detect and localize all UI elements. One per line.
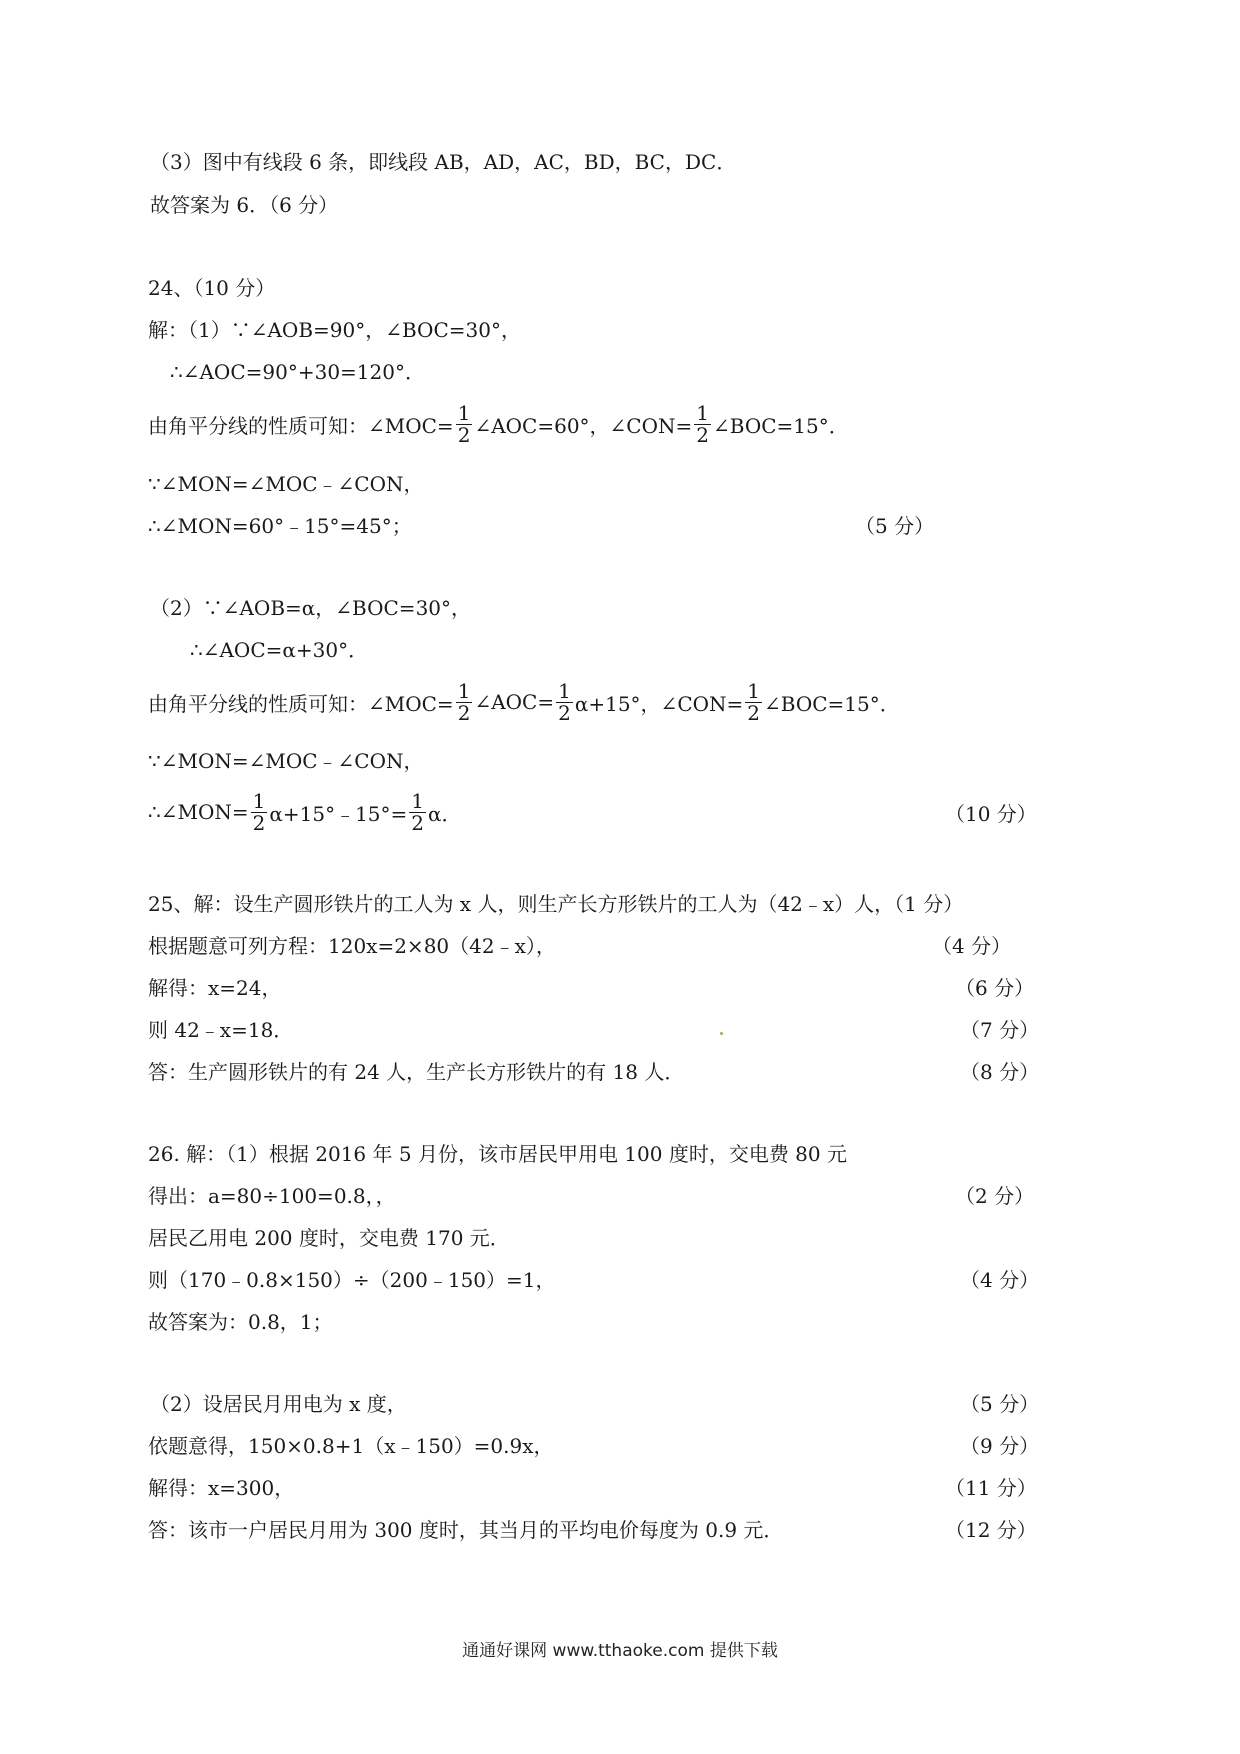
footer-watermark: 通通好课网 www.tthaoke.com 提供下载 <box>462 1641 778 1661</box>
text: 则（170﹣0.8×150）÷（200﹣150）=1， <box>148 1267 556 1292</box>
text: ∵∠MON=∠MOC﹣∠CON， <box>148 471 424 496</box>
text: 由角平分线的性质可知：∠MOC= <box>148 413 454 438</box>
score-marker: （12 分） <box>945 1517 1037 1542</box>
fraction-one-half: $\frac{1}{2}$ <box>252 788 266 835</box>
text: 解：（1）∵∠AOB=90°，∠BOC=30°， <box>148 317 521 342</box>
fraction-one-half: $\frac{1}{2}$ <box>696 400 709 447</box>
text: （2）设居民月用电为 x 度， <box>150 1391 407 1416</box>
text: 解得：x=24， <box>148 975 282 1000</box>
text: 26. 解：（1）根据 2016 年 5 月份，该市居民甲用电 100 度时，交电费 80 元 <box>148 1141 847 1166</box>
text: 答：生产圆形铁片的有 24 人，生产长方形铁片的有 18 人． <box>148 1059 685 1084</box>
text: α． <box>428 801 462 826</box>
score-marker: （4 分） <box>932 933 1012 958</box>
score-marker: （8 分） <box>960 1059 1040 1084</box>
score-marker: （11 分） <box>945 1475 1037 1500</box>
line-answer-6 <box>0 175 1240 231</box>
text: ∠AOC=60°，∠CON= <box>474 413 693 438</box>
score-marker: （5 分） <box>960 1391 1040 1416</box>
score-marker: （10 分） <box>945 801 1037 826</box>
q24-part1-aoc <box>0 342 1240 398</box>
q24-part2-mon-def <box>0 731 1240 787</box>
score-marker: （4 分） <box>960 1267 1040 1292</box>
text: （3）图中有线段 6 条，即线段 AB，AD，AC，BD，BC，DC． <box>150 149 737 174</box>
text: 由角平分线的性质可知：∠MOC= <box>148 691 454 716</box>
text: ∠AOC= <box>474 690 555 714</box>
q24-part1-mon-result <box>0 496 1240 552</box>
scan-speck <box>720 1032 723 1035</box>
text: 故答案为 6．（6 分） <box>150 192 339 217</box>
text: 根据题意可列方程：120x=2×80（42﹣x）， <box>148 933 556 958</box>
q24-part2-aoc <box>0 620 1240 676</box>
q26-part1-answer <box>0 1292 1240 1348</box>
q26-part2-answer <box>0 1500 1240 1556</box>
text: ∴∠AOC=α+30°． <box>190 637 369 662</box>
text: 故答案为：0.8，1； <box>148 1309 333 1334</box>
text: α+15°，∠CON= <box>574 691 744 716</box>
text: 得出：a=80÷100=0.8，， <box>148 1183 396 1208</box>
q24-part2-mon-result <box>0 784 1240 840</box>
score-marker: （9 分） <box>960 1433 1040 1458</box>
text: 依题意得，150×0.8+1（x﹣150）=0.9x， <box>148 1433 554 1458</box>
fraction-one-half: $\frac{1}{2}$ <box>747 678 761 725</box>
text: 解得：x=300， <box>148 1475 295 1500</box>
score-marker: （7 分） <box>960 1017 1040 1042</box>
text: ∴∠AOC=90°+30=120°． <box>170 359 425 384</box>
text: α+15°﹣15°= <box>269 801 408 826</box>
fraction-one-half: $\frac{1}{2}$ <box>457 678 471 725</box>
text: ∵∠MON=∠MOC﹣∠CON， <box>148 748 424 773</box>
fraction-one-half: $\frac{1}{2}$ <box>457 400 471 447</box>
text: ∴∠MON=60°﹣15°=45°； <box>148 513 412 538</box>
text: 居民乙用电 200 度时，交电费 170 元． <box>148 1225 510 1250</box>
fraction-one-half: $\frac{1}{2}$ <box>411 788 425 835</box>
text: 则 42﹣x=18． <box>148 1017 294 1042</box>
q25-answer <box>0 1042 1240 1098</box>
score-marker: （5 分） <box>855 513 935 538</box>
text: （2）∵∠AOB=α，∠BOC=30°， <box>150 595 472 620</box>
q24-part1-bisector <box>0 396 1240 452</box>
text: 25、解：设生产圆形铁片的工人为 x 人，则生产长方形铁片的工人为（42﹣x）人，（1 分） <box>148 891 964 916</box>
fraction-one-half: $\frac{1}{2}$ <box>558 678 571 725</box>
score-marker: （2 分） <box>955 1183 1035 1208</box>
q24-part2-bisector <box>0 674 1240 730</box>
score-marker: （6 分） <box>955 975 1035 1000</box>
text: ∴∠MON= <box>148 800 249 824</box>
text: 24、（10 分） <box>148 275 276 300</box>
text: 答：该市一户居民月用为 300 度时，其当月的平均电价每度为 0.9 元． <box>148 1517 784 1542</box>
text: ∠BOC=15°． <box>764 691 900 716</box>
text: ∠BOC=15°． <box>713 413 849 438</box>
